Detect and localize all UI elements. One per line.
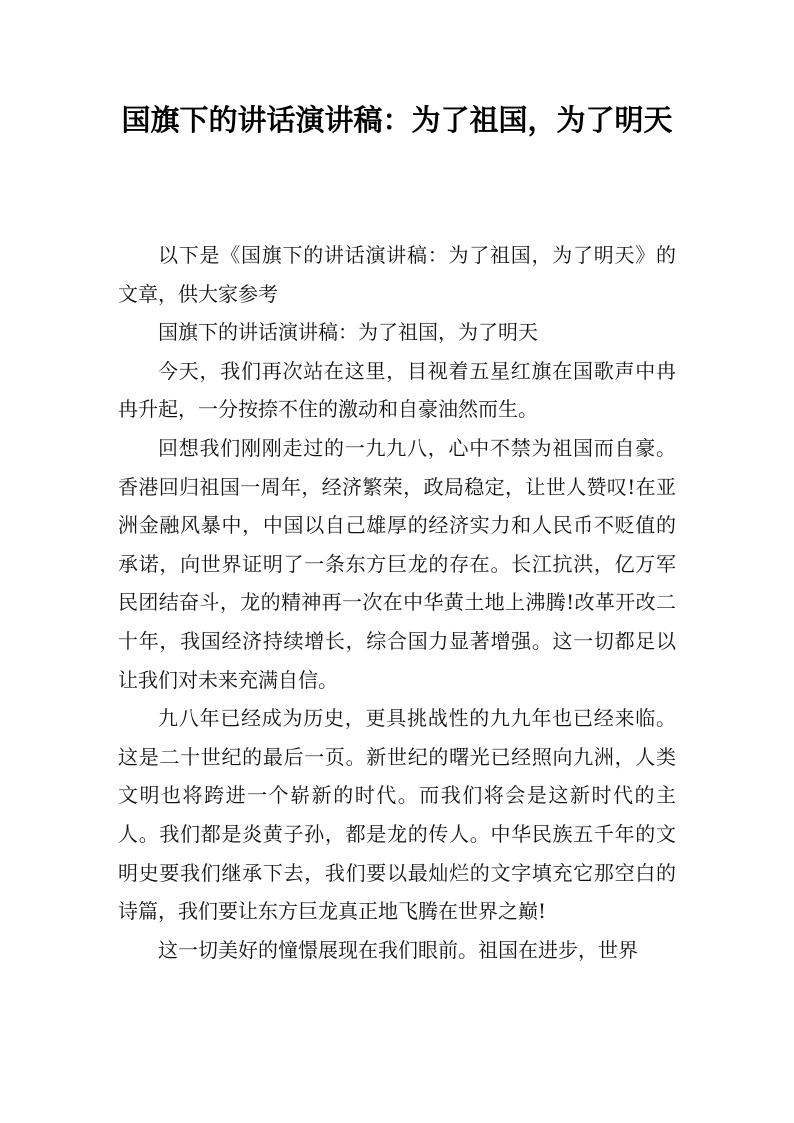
paragraph-intro: 以下是《国旗下的讲话演讲稿：为了祖国，为了明天》的文章，供大家参考 [118,243,676,306]
document-title: 国旗下的讲话演讲稿：为了祖国，为了明天 [121,103,673,137]
paragraph-closing: 这一切美好的憧憬展现在我们眼前。祖国在进步，世界 [158,937,638,962]
paragraph-future: 九八年已经成为历史，更具挑战性的九九年也已经来临。这是二十世纪的最后一页。新世纪的曙光已经照向九洲，人类文明也将跨进一个崭新的时代。而我们将会是这新时代的主人。我们都是炎黄子孙，都是龙的传人。中华民族五千年的文明史要我们继承下去，我们要以最灿烂的文字填充它那空白的诗篇，我们要让东方巨龙真正地飞腾在世界之巅! [118,706,676,924]
document-body [118,236,676,969]
paragraph-opening: 今天，我们再次站在这里，目视着五星红旗在国歌声中冉冉升起，一分按捺不住的激动和自豪油然而生。 [118,358,676,422]
paragraph-review: 回想我们刚刚走过的一九九八，心中不禁为祖国而自豪。香港回归祖国一周年，经济繁荣，政局稳定，让世人赞叹!在亚洲金融风暴中，中国以自己雄厚的经济实力和人民币不贬值的承诺，向世界证明了一条东方巨龙的存在。长江抗洪，亿万军民团结奋斗，龙的精神再一次在中华黄土地上沸腾!改革开改二十年，我国经济持续增长，综合国力显著增强。这一切都足以让我们对未来充满自信。 [118,435,676,692]
paragraph-subtitle: 国旗下的讲话演讲稿：为了祖国，为了明天 [158,320,538,345]
